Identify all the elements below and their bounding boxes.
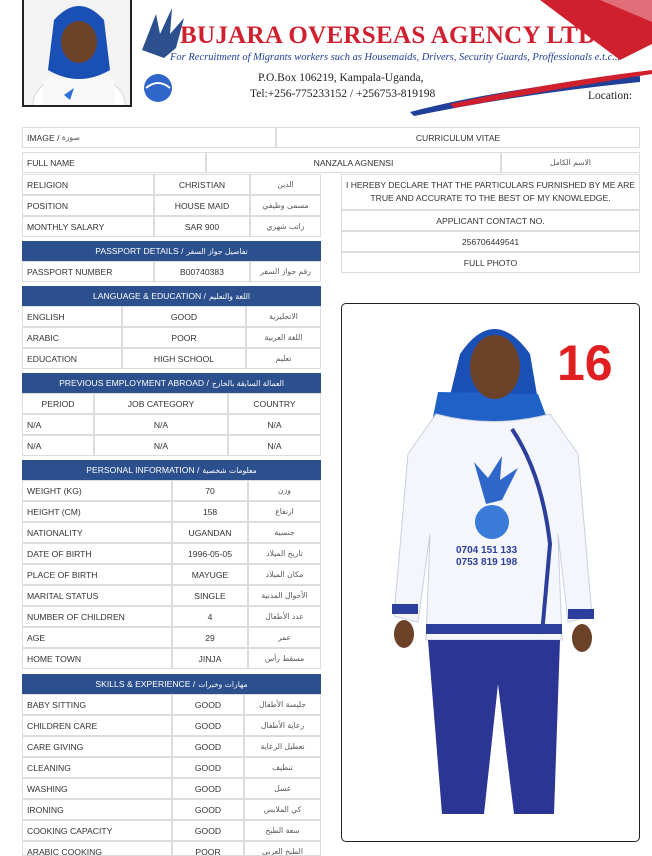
table-cell: N/A [22, 414, 94, 435]
uniform-phone-2: 0753 819 198 [456, 557, 518, 568]
agency-header [0, 0, 652, 118]
table-row-value: GOOD [172, 778, 244, 799]
table-row-arabic: عدد الأطفال [248, 606, 321, 627]
table-row-arabic: تنظيف [244, 757, 321, 778]
cv-title: CURRICULUM VITAE [415, 132, 501, 143]
declaration-text: I HEREBY DECLARE THAT THE PARTICULARS FURNISHED BY ME ARE TRUE AND ACCURATE TO THE BEST OF MY KNOWLEDGE. [341, 174, 640, 210]
table-row-label: CHILDREN CARE [22, 715, 172, 736]
full-photo-label-cell [341, 252, 640, 273]
table-row-label: ARABIC [22, 327, 122, 348]
table-column-header: JOB CATEGORY [94, 393, 228, 414]
table-row-label: PLACE OF BIRTH [22, 564, 172, 585]
full-name-value: NANZALA AGNENSI [313, 157, 394, 168]
passport-number-label: PASSPORT NUMBER [22, 261, 154, 282]
table-row-value: POOR [172, 841, 244, 856]
company-location: Location: [588, 90, 633, 102]
table-row-value: GOOD [172, 757, 244, 778]
table-row-label: POSITION [22, 195, 154, 216]
table-row-arabic: جليسة الأطفال [244, 694, 321, 715]
table-row-arabic: جنسية [248, 522, 321, 543]
company-name: BUJARA OVERSEAS AGENCY LTD. [180, 22, 604, 49]
table-row-arabic: مسقط رأس [248, 648, 321, 669]
applicant-contact-label: APPLICANT CONTACT NO. [436, 215, 545, 226]
table-row-arabic: الدين [250, 174, 321, 195]
table-row-value: SINGLE [172, 585, 248, 606]
table-row-value: GOOD [172, 799, 244, 820]
table-row-value: GOOD [172, 715, 244, 736]
table-row-value: POOR [122, 327, 246, 348]
table-row-label: EDUCATION [22, 348, 122, 369]
table-row-label: IRONING [22, 799, 172, 820]
table-row-label: HEIGHT (CM) [22, 501, 172, 522]
table-column-header: PERIOD [22, 393, 94, 414]
table-cell: N/A [22, 435, 94, 456]
header-applicant-photo [22, 0, 132, 107]
table-row-value: GOOD [172, 820, 244, 841]
image-label-arabic: صورة [61, 133, 80, 142]
table-row-value: HIGH SCHOOL [122, 348, 246, 369]
table-cell: N/A [94, 414, 228, 435]
table-row-label: MONTHLY SALARY [22, 216, 154, 237]
applicant-contact-value-cell [341, 231, 640, 252]
table-row-value: GOOD [122, 306, 246, 327]
table-row-label: WASHING [22, 778, 172, 799]
table-row-arabic: تعليم [246, 348, 321, 369]
table-row-value: CHRISTIAN [154, 174, 250, 195]
applicant-contact-value: 256706449541 [461, 236, 520, 247]
image-label: IMAGE / [27, 132, 60, 143]
table-row-arabic: الطبخ العربي [244, 841, 321, 856]
full-body-photo [341, 303, 640, 842]
table-row-value: 4 [172, 606, 248, 627]
table-row-value: MAYUGE [172, 564, 248, 585]
table-row-arabic: مسمى وظيفي [250, 195, 321, 216]
full-name-label-cell [22, 152, 206, 173]
skills-section-header: SKILLS & EXPERIENCE / مهارات وخبرات [22, 674, 321, 694]
table-row-arabic: وزن [248, 480, 321, 501]
table-row-value: 1996-05-05 [172, 543, 248, 564]
table-row-arabic: مكان الميلاد [248, 564, 321, 585]
photo-number: 16 [557, 335, 613, 391]
table-row-arabic: سعة الطبخ [244, 820, 321, 841]
passport-number-arabic: رقم جواز السفر [250, 261, 321, 282]
table-row-arabic: كي الملابس [244, 799, 321, 820]
table-row-label: NATIONALITY [22, 522, 172, 543]
uniform-phone-1: 0704 151 133 [456, 545, 518, 556]
table-row-value: UGANDAN [172, 522, 248, 543]
table-row-arabic: الأحوال المدنية [248, 585, 321, 606]
table-row-label: MARITAL STATUS [22, 585, 172, 606]
table-row-label: COOKING CAPACITY [22, 820, 172, 841]
table-row-label: HOME TOWN [22, 648, 172, 669]
full-photo-label: FULL PHOTO [463, 257, 518, 268]
table-row-value: 70 [172, 480, 248, 501]
table-row-arabic: تاريخ الميلاد [248, 543, 321, 564]
table-cell: N/A [228, 414, 321, 435]
employment-section-header: PREVIOUS EMPLOYMENT ABROAD / العمالة السابقة بالخارج [22, 373, 321, 393]
table-row-label: CLEANING [22, 757, 172, 778]
image-label-cell [22, 127, 276, 148]
table-row-value: GOOD [172, 694, 244, 715]
language-section-header: LANGUAGE & EDUCATION / اللغة والتعليم [22, 286, 321, 306]
table-row-label: NUMBER OF CHILDREN [22, 606, 172, 627]
table-row-label: CARE GIVING [22, 736, 172, 757]
table-row-arabic: راتب شهري [250, 216, 321, 237]
passport-number-value: B00740383 [154, 261, 250, 282]
company-telephone: Tel:+256-775233152 / +256753-819198 [250, 88, 436, 100]
table-row-label: WEIGHT (KG) [22, 480, 172, 501]
full-name-label: FULL NAME [27, 157, 75, 168]
table-row-arabic: غسل [244, 778, 321, 799]
table-row-arabic: عمر [248, 627, 321, 648]
table-column-header: COUNTRY [228, 393, 321, 414]
company-address: P.O.Box 106219, Kampala-Uganda, [258, 72, 424, 84]
cv-title-cell [276, 127, 640, 148]
company-tagline: For Recruitment of Migrants workers such as Housemaids, Drivers, Security Guards, Proffessionals e.t.c... [170, 52, 621, 63]
table-row-label: DATE OF BIRTH [22, 543, 172, 564]
personal-section-header: PERSONAL INFORMATION / معلومات شخصية [22, 460, 321, 480]
table-row-value: GOOD [172, 736, 244, 757]
table-row-arabic: اللغة العربية [246, 327, 321, 348]
table-row-value: 29 [172, 627, 248, 648]
table-row-label: ARABIC COOKING [22, 841, 172, 856]
full-name-value-cell [206, 152, 501, 173]
table-row-arabic: الانجليزية [246, 306, 321, 327]
table-row-label: AGE [22, 627, 172, 648]
table-row-arabic: تعطيل الرعاية [244, 736, 321, 757]
full-name-arabic-cell [501, 152, 640, 173]
table-row-value: 158 [172, 501, 248, 522]
table-cell: N/A [94, 435, 228, 456]
table-cell: N/A [228, 435, 321, 456]
table-row-label: BABY SITTING [22, 694, 172, 715]
table-row-value: JINJA [172, 648, 248, 669]
table-row-arabic: رعاية الأطفال [244, 715, 321, 736]
table-row-value: SAR 900 [154, 216, 250, 237]
table-row-label: ENGLISH [22, 306, 122, 327]
full-name-label-arabic: الاسم الكامل [549, 158, 592, 167]
table-row-label: RELIGION [22, 174, 154, 195]
table-row-arabic: ارتفاع [248, 501, 321, 522]
applicant-contact-label-cell [341, 210, 640, 231]
table-row-value: HOUSE MAID [154, 195, 250, 216]
passport-section-header: PASSPORT DETAILS / تفاصيل جواز السفر [22, 241, 321, 261]
